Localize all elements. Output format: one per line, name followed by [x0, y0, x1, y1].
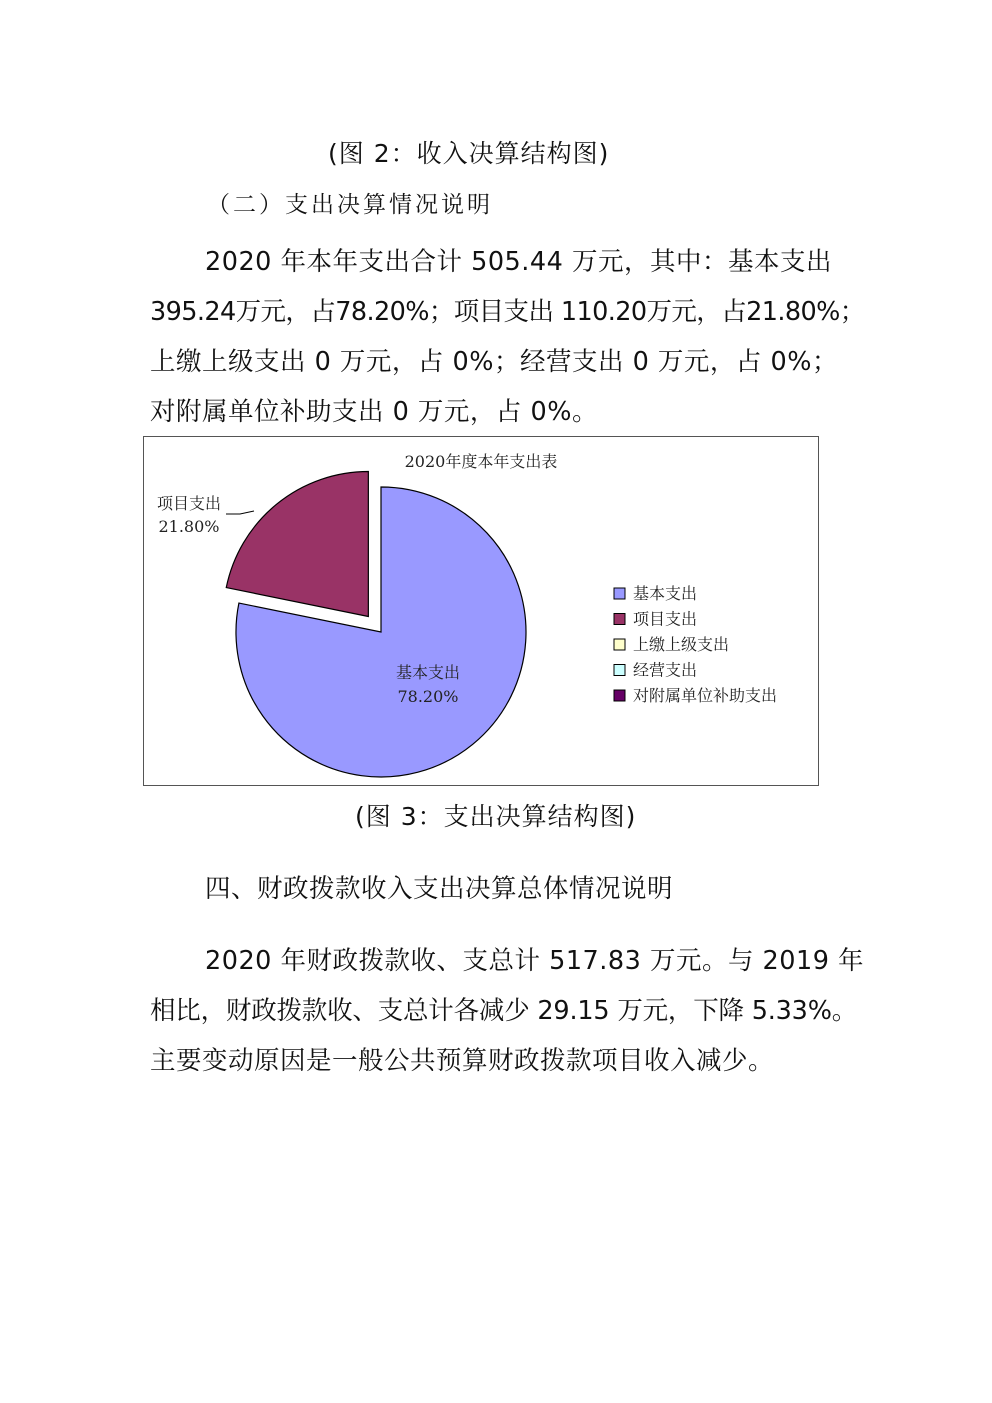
chart-title: 2020年度本年支出表: [404, 452, 558, 471]
legend-label: 对附属单位补助支出: [633, 686, 778, 705]
paragraph-line: 主要变动原因是一般公共预算财政拨款项目收入减少。: [150, 1046, 775, 1076]
section-two-heading: （二）支出决算情况说明: [207, 192, 493, 218]
leader-line: [226, 511, 254, 514]
chart-legend: [614, 584, 777, 705]
pie-slice-2: [226, 472, 368, 617]
data-label-main: 基本支出 78.20%: [395, 663, 461, 706]
paragraph-line: 395.24万元，占78.20%；项目支出 110.20万元，占21.80%；: [150, 297, 865, 327]
paragraph-line: 上缴上级支出 0 万元，占 0%；经营支出 0 万元，占 0%；: [150, 347, 838, 377]
paragraph-line: 2020 年财政拨款收、支总计 517.83 万元。与 2019 年: [205, 946, 865, 976]
paragraph-line: 相比，财政拨款收、支总计各减少 29.15 万元，下降 5.33%。: [150, 996, 858, 1026]
figure-3-caption: (图 3：支出决算结构图): [355, 802, 637, 831]
legend-swatch: [614, 665, 625, 676]
legend-swatch: [614, 639, 625, 650]
paragraph-line: 2020 年本年支出合计 505.44 万元，其中：基本支出: [205, 247, 832, 277]
legend-label: 基本支出: [633, 584, 698, 603]
legend-label: 项目支出: [633, 609, 698, 629]
legend-swatch: [614, 690, 625, 701]
paragraph-line: 对附属单位补助支出 0 万元，占 0%。: [150, 397, 598, 427]
legend-label: 经营支出: [633, 660, 698, 680]
pie-chart-canvas: [144, 437, 818, 785]
legend-swatch: [614, 614, 625, 625]
legend-swatch: [614, 588, 625, 599]
expenditure-pie-chart: [143, 436, 819, 786]
legend-label: 上缴上级支出: [633, 635, 730, 654]
section-four-heading: 四、财政拨款收入支出决算总体情况说明: [205, 874, 674, 904]
figure-2-caption: (图 2：收入决算结构图): [328, 139, 610, 168]
pie-slices: [226, 472, 526, 777]
data-label-project: 项目支出 21.80%: [156, 494, 222, 536]
